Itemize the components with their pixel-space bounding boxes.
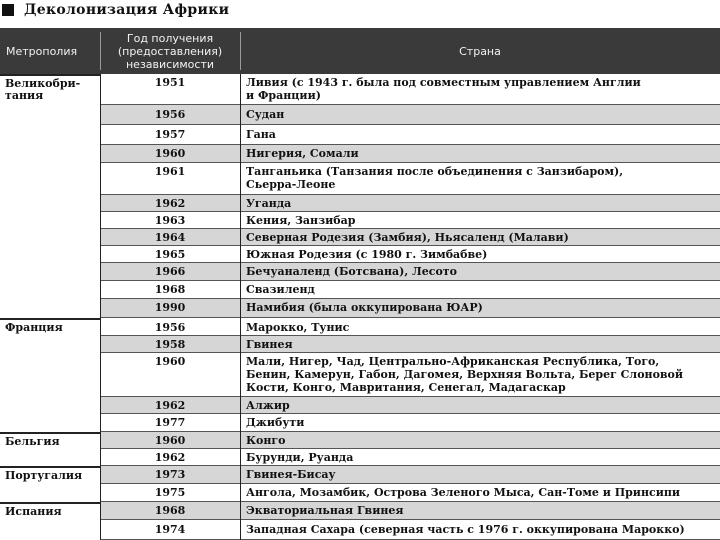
year-cell: 1960 (154, 355, 186, 368)
table-row (100, 145, 720, 163)
table-row (100, 74, 720, 105)
year-cell: 1956 (154, 108, 186, 121)
country-cell: Джибути (246, 416, 305, 429)
year-cell: 1960 (154, 147, 186, 160)
country-cell: Кения, Занзибар (246, 214, 356, 227)
year-cell: 1958 (154, 338, 186, 351)
year-cell: 1968 (154, 504, 186, 517)
table-row (100, 229, 720, 246)
metropolis-cell: Испания (0, 502, 100, 540)
year-cell: 1963 (154, 214, 186, 227)
year-cell: 1977 (154, 416, 186, 429)
year-cell: 1973 (154, 468, 186, 481)
table-row (100, 263, 720, 281)
year-cell: 1962 (154, 399, 186, 412)
table-row (100, 414, 720, 432)
country-cell: Южная Родезия (с 1980 г. Зимбабве) (246, 248, 488, 261)
header-divider (240, 32, 241, 70)
country-cell: Уганда (246, 197, 292, 210)
country-cell: Алжир (246, 399, 290, 412)
table-row (100, 432, 720, 449)
table-row (100, 318, 720, 336)
table-row (100, 397, 720, 414)
year-cell: 1965 (154, 248, 186, 261)
table-row (100, 246, 720, 263)
year-cell: 1962 (154, 197, 186, 210)
year-cell: 1962 (154, 451, 186, 464)
page-title: Деколонизация Африки (24, 2, 230, 18)
country-cell: Марокко, Тунис (246, 321, 350, 334)
table-row (100, 484, 720, 502)
country-cell: Западная Сахара (северная часть с 1976 г. оккупирована Марокко) (246, 523, 685, 536)
country-cell: Нигерия, Сомали (246, 147, 359, 160)
country-cell: Экваториальная Гвинея (246, 504, 404, 517)
country-cell: Мали, Нигер, Чад, Центрально-Африканская Республика, Того, Бенин, Камерун, Габон, Дагомея, Верхняя Вольта, Берег Слоновой Кости, Конго, Мавритания, Сенегал, Мадагаскар (246, 355, 684, 394)
country-cell: Гана (246, 128, 276, 141)
table-row (100, 449, 720, 466)
year-cell: 1960 (154, 434, 186, 447)
country-cell: Гвинея (246, 338, 293, 351)
header-year: Год получения (предоставления) независимости (117, 31, 223, 71)
header-metropolis: Метрополия (6, 44, 78, 58)
column-divider (240, 74, 241, 540)
country-cell: Танганьика (Танзания после объединения с Занзибаром), Сьерра-Леоне (246, 165, 624, 191)
metropolis-cell: Франция (0, 318, 100, 432)
year-cell: 1957 (154, 128, 186, 141)
year-cell: 1975 (154, 486, 186, 499)
table-row (100, 195, 720, 212)
table-header (0, 28, 720, 74)
page-title-bar (0, 0, 229, 20)
country-cell: Свазиленд (246, 283, 315, 296)
year-cell: 1956 (154, 321, 186, 334)
year-cell: 1990 (154, 301, 186, 314)
table-row (100, 105, 720, 125)
country-cell: Конго (246, 434, 286, 447)
table-body (0, 74, 720, 540)
table-row (100, 212, 720, 229)
bullet-square-icon (2, 4, 14, 16)
year-cell: 1964 (154, 231, 186, 244)
year-cell: 1968 (154, 283, 186, 296)
metropolis-cell: Бельгия (0, 432, 100, 466)
table-row (100, 163, 720, 195)
country-cell: Бечуаналенд (Ботсвана), Лесото (246, 265, 457, 278)
header-divider (100, 32, 101, 70)
metropolis-cell: Португалия (0, 466, 100, 502)
year-cell: 1974 (154, 523, 186, 536)
country-cell: Бурунди, Руанда (246, 451, 354, 464)
country-cell: Судан (246, 108, 285, 121)
country-cell: Ливия (с 1943 г. была под совместным управлением Англии и Франции) (246, 76, 641, 102)
table-row (100, 466, 720, 484)
year-cell: 1966 (154, 265, 186, 278)
table-row (100, 520, 720, 540)
table-row (100, 502, 720, 520)
country-cell: Намибия (была оккупирована ЮАР) (246, 301, 483, 314)
year-cell: 1961 (154, 165, 186, 178)
country-cell: Ангола, Мозамбик, Острова Зеленого Мыса, Сан-Томе и Принсипи (246, 486, 681, 499)
year-cell: 1951 (154, 76, 186, 89)
table-row (100, 281, 720, 299)
table-row (100, 125, 720, 145)
table-row (100, 353, 720, 397)
metropolis-cell: Великобри- тания (0, 74, 100, 318)
header-country: Страна (459, 44, 501, 58)
country-cell: Северная Родезия (Замбия), Ньясаленд (Малави) (246, 231, 569, 244)
table-row (100, 299, 720, 318)
column-divider (100, 74, 101, 540)
country-cell: Гвинея-Бисау (246, 468, 336, 481)
table-row (100, 336, 720, 353)
